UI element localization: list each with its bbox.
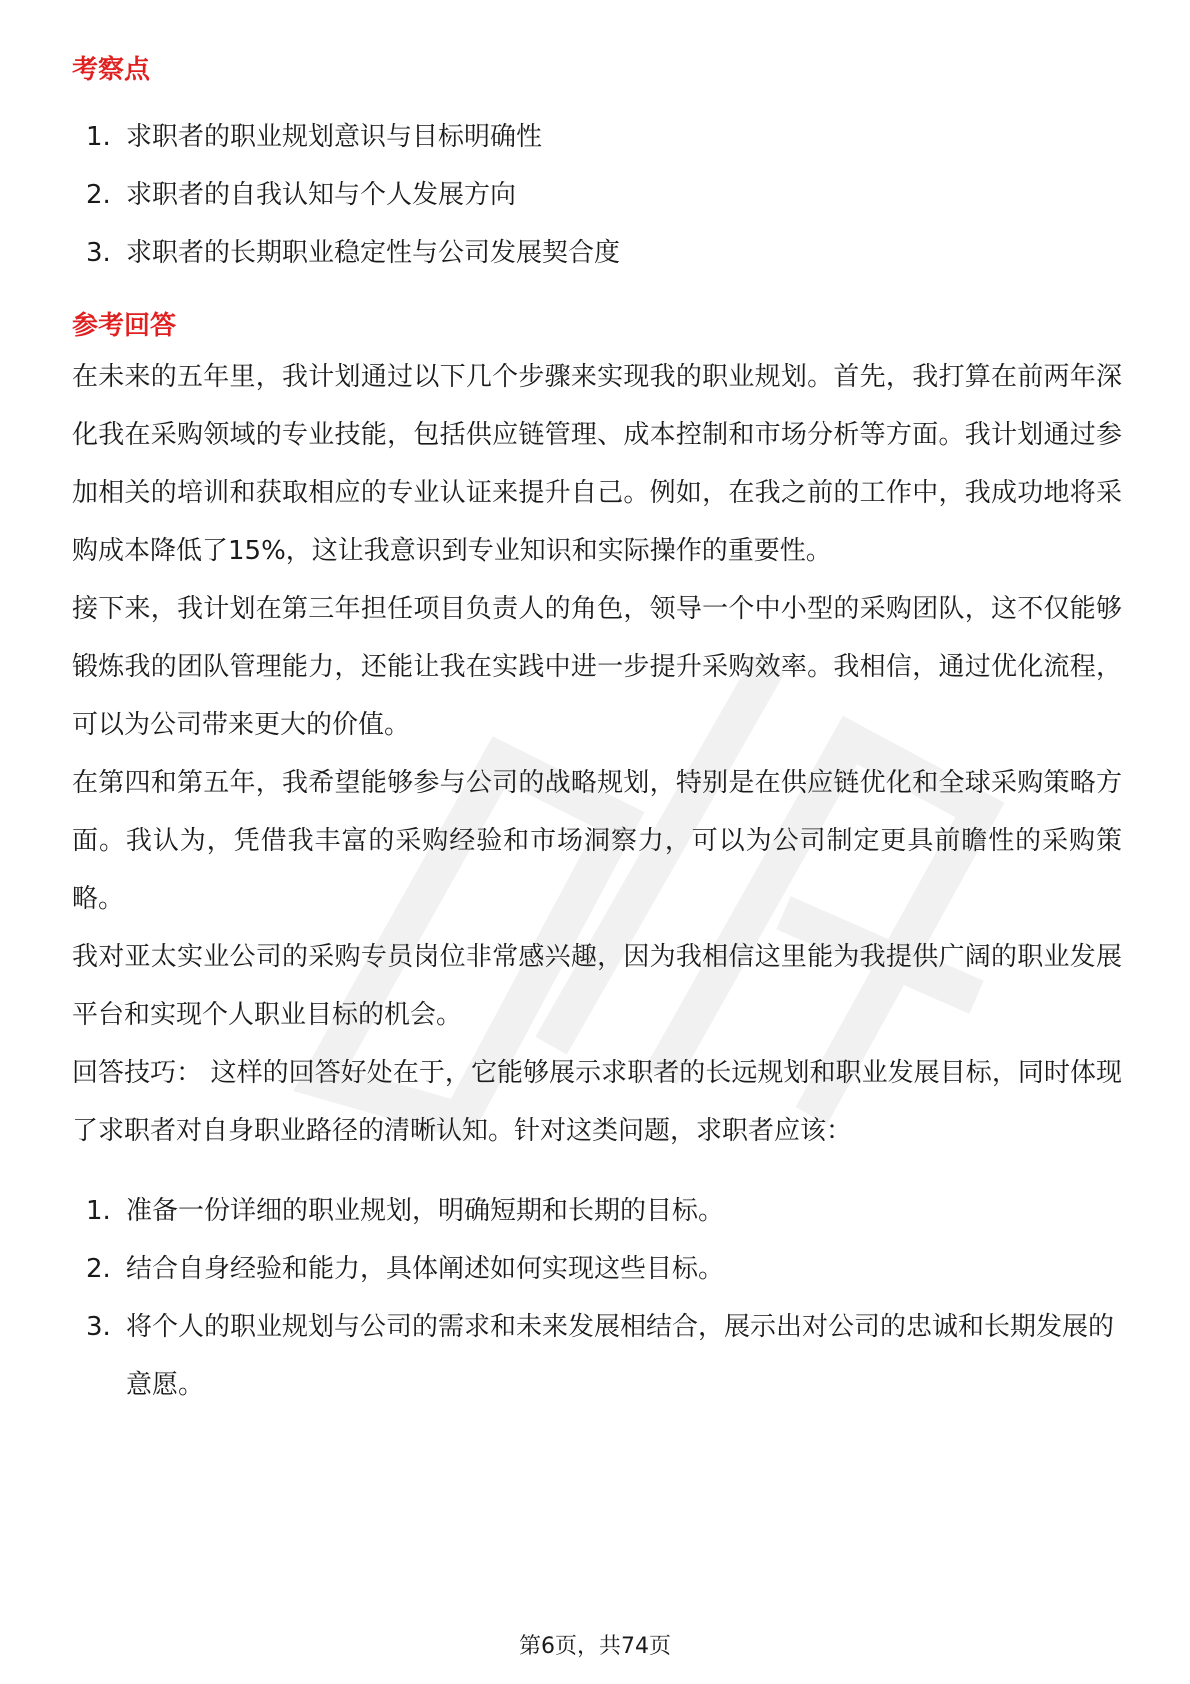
list-text: 求职者的职业规划意识与目标明确性 (126, 122, 543, 152)
list-number: 1. (86, 122, 111, 152)
document-page (72, 40, 1122, 1414)
list-item (72, 166, 1122, 224)
list-item (72, 224, 1122, 282)
list-number: 2. (86, 1254, 111, 1284)
answer-tips-intro: 回答技巧： 这样的回答好处在于，它能够展示求职者的长远规划和职业发展目标，同时体现了求职者对自身职业路径的清晰认知。针对这类问题，求职者应该： (72, 1058, 1122, 1146)
list-number: 2. (86, 180, 111, 210)
list-item (72, 1182, 1122, 1240)
tips-list (72, 1182, 1122, 1414)
list-item (72, 1298, 1122, 1414)
page-number: 第6页，共74页 (519, 1634, 671, 1659)
list-number: 3. (86, 238, 111, 268)
answer-title: 参考回答 (72, 311, 177, 341)
list-text: 将个人的职业规划与公司的需求和未来发展相结合，展示出对公司的忠诚和长期发展的意愿。 (126, 1312, 1115, 1400)
list-text: 准备一份详细的职业规划，明确短期和长期的目标。 (126, 1196, 725, 1226)
list-text: 求职者的自我认知与个人发展方向 (126, 180, 517, 210)
points-list (72, 108, 1122, 282)
list-item (72, 108, 1122, 166)
list-text: 结合自身经验和能力，具体阐述如何实现这些目标。 (126, 1254, 725, 1284)
list-number: 3. (86, 1312, 111, 1342)
list-item (72, 1240, 1122, 1298)
list-text: 求职者的长期职业稳定性与公司发展契合度 (126, 238, 621, 268)
points-title: 考察点 (72, 55, 151, 85)
answer-paragraph-3: 在第四和第五年，我希望能够参与公司的战略规划，特别是在供应链优化和全球采购策略方面。我认为，凭借我丰富的采购经验和市场洞察力，可以为公司制定更具前瞻性的采购策略。 (72, 768, 1122, 914)
answer-paragraph-1: 在未来的五年里，我计划通过以下几个步骤来实现我的职业规划。首先，我打算在前两年深化我在采购领域的专业技能，包括供应链管理、成本控制和市场分析等方面。我计划通过参加相关的培训和获取相应的专业认证来提升自己。例如，在我之前的工作中，我成功地将采购成本降低了15%，这让我意识到专业知识和实际操作的重要性。 (72, 362, 1122, 566)
answer-paragraph-2: 接下来，我计划在第三年担任项目负责人的角色，领导一个中小型的采购团队，这不仅能够锻炼我的团队管理能力，还能让我在实践中进一步提升采购效率。我相信，通过优化流程，可以为公司带来更大的价值。 (72, 594, 1122, 740)
list-number: 1. (86, 1196, 111, 1226)
answer-paragraph-4: 我对亚太实业公司的采购专员岗位非常感兴趣，因为我相信这里能为我提供广阔的职业发展平台和实现个人职业目标的机会。 (72, 942, 1122, 1030)
